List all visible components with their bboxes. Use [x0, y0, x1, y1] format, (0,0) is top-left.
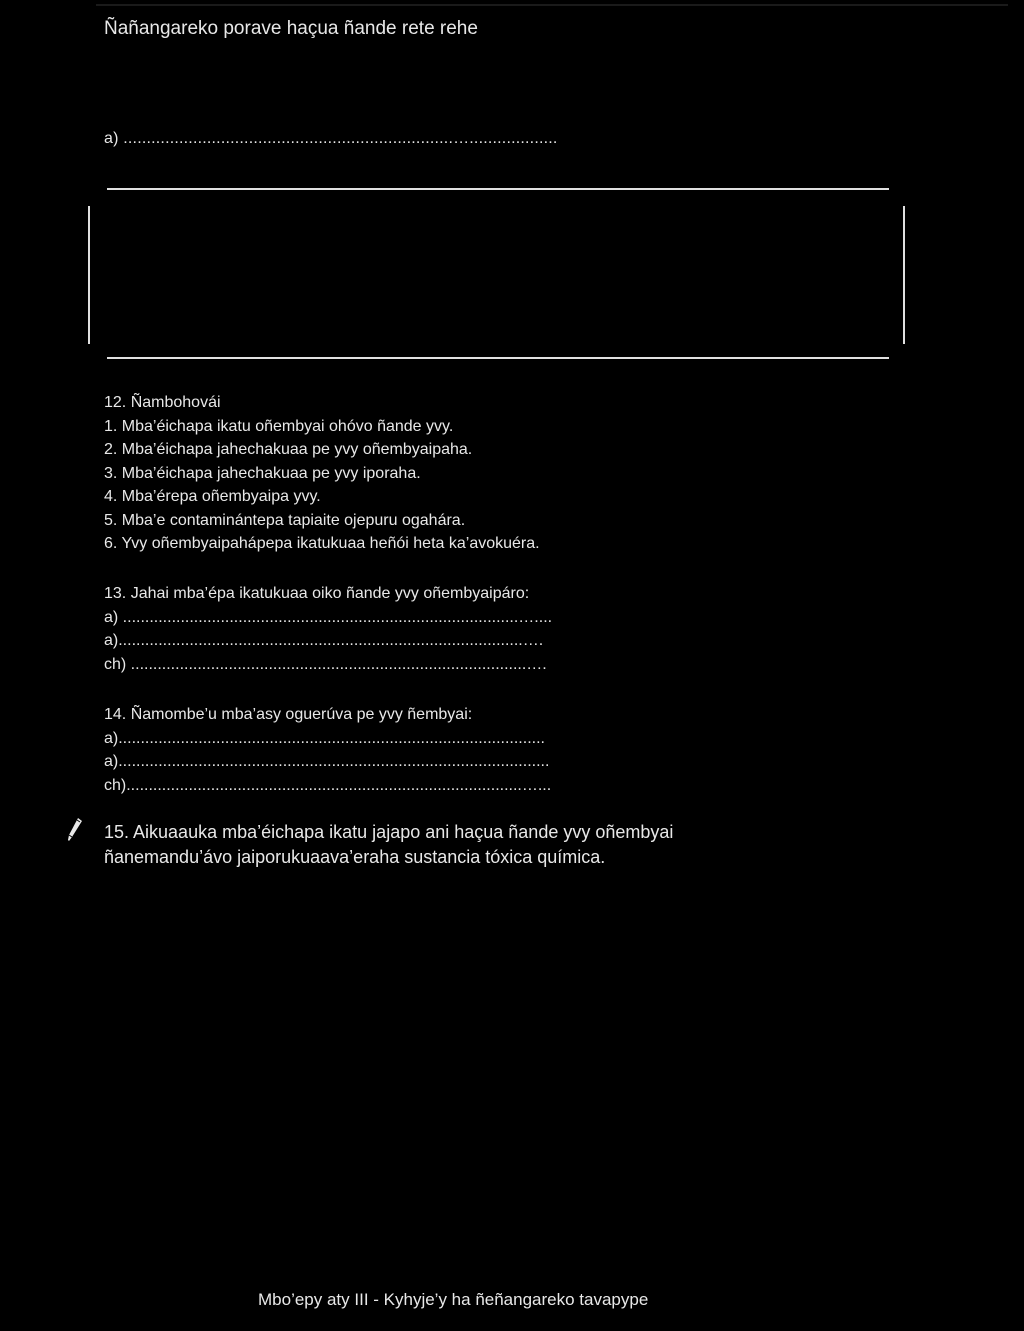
question-13 [104, 582, 552, 676]
question-15 [104, 820, 673, 870]
answer-line: ch).........................................................................................…... [104, 776, 552, 794]
pencil-icon [66, 817, 84, 843]
page-footer: Mbo’epy aty III - Kyhyje’y ha ñeñangareko tavapype [258, 1290, 649, 1309]
top-answer-line: a) .......................................................................…................... [104, 130, 558, 147]
question-12-item: 6. Yvy oñembyaipahápepa ikatukuaa heñói heta ka’avokuéra. [104, 535, 540, 552]
answer-line: a)................................................................................................. [104, 753, 550, 770]
answer-line: a)................................................................................................ [104, 729, 545, 747]
question-13-heading: 13. Jahai mba’épa ikatukuaa oiko ñande yvy oñembyaipáro: [104, 585, 530, 602]
answer-line: a)...........................................................................................…. [104, 632, 544, 649]
question-15-line-2: ñanemandu’ávo jaiporukuaava’eraha sustancia tóxica química. [104, 847, 606, 867]
question-12-item: 4. Mba’érepa oñembyaipa yvy. [104, 488, 321, 505]
question-12-item: 2. Mba’éichapa jahechakuaa pe yvy oñembyaipaha. [104, 441, 473, 458]
question-12 [104, 391, 540, 556]
top-rule [96, 4, 1008, 6]
answer-frame-bottom-rule [107, 357, 889, 359]
answer-frame-right-edge [903, 206, 905, 344]
question-14 [104, 703, 551, 797]
answer-frame-top-rule [107, 188, 889, 190]
answer-line: ch) .........................................................................................…. [104, 655, 547, 673]
question-12-item: 1. Mba’éichapa ikatu oñembyai ohóvo ñande yvy. [104, 417, 454, 435]
answer-frame-left-edge [88, 206, 90, 344]
question-15-line-1: 15. Aikuaauka mba’éichapa ikatu jajapo ani haçua ñande yvy oñembyai [104, 822, 674, 842]
question-12-item: 5. Mba’e contaminántepa tapiaite ojepuru ogahára. [104, 511, 466, 529]
question-14-heading: 14. Ñamombe’u mba’asy oguerúva pe yvy ñembyai: [104, 706, 473, 723]
answer-line: a) .........................................................................................….... [104, 608, 553, 626]
question-12-item: 3. Mba’éichapa jahechakuaa pe yvy iporaha. [104, 464, 421, 482]
question-12-heading: 12. Ñambohovái [104, 394, 221, 411]
page-title: Ñañangareko porave haçua ñande rete rehe [104, 18, 478, 39]
